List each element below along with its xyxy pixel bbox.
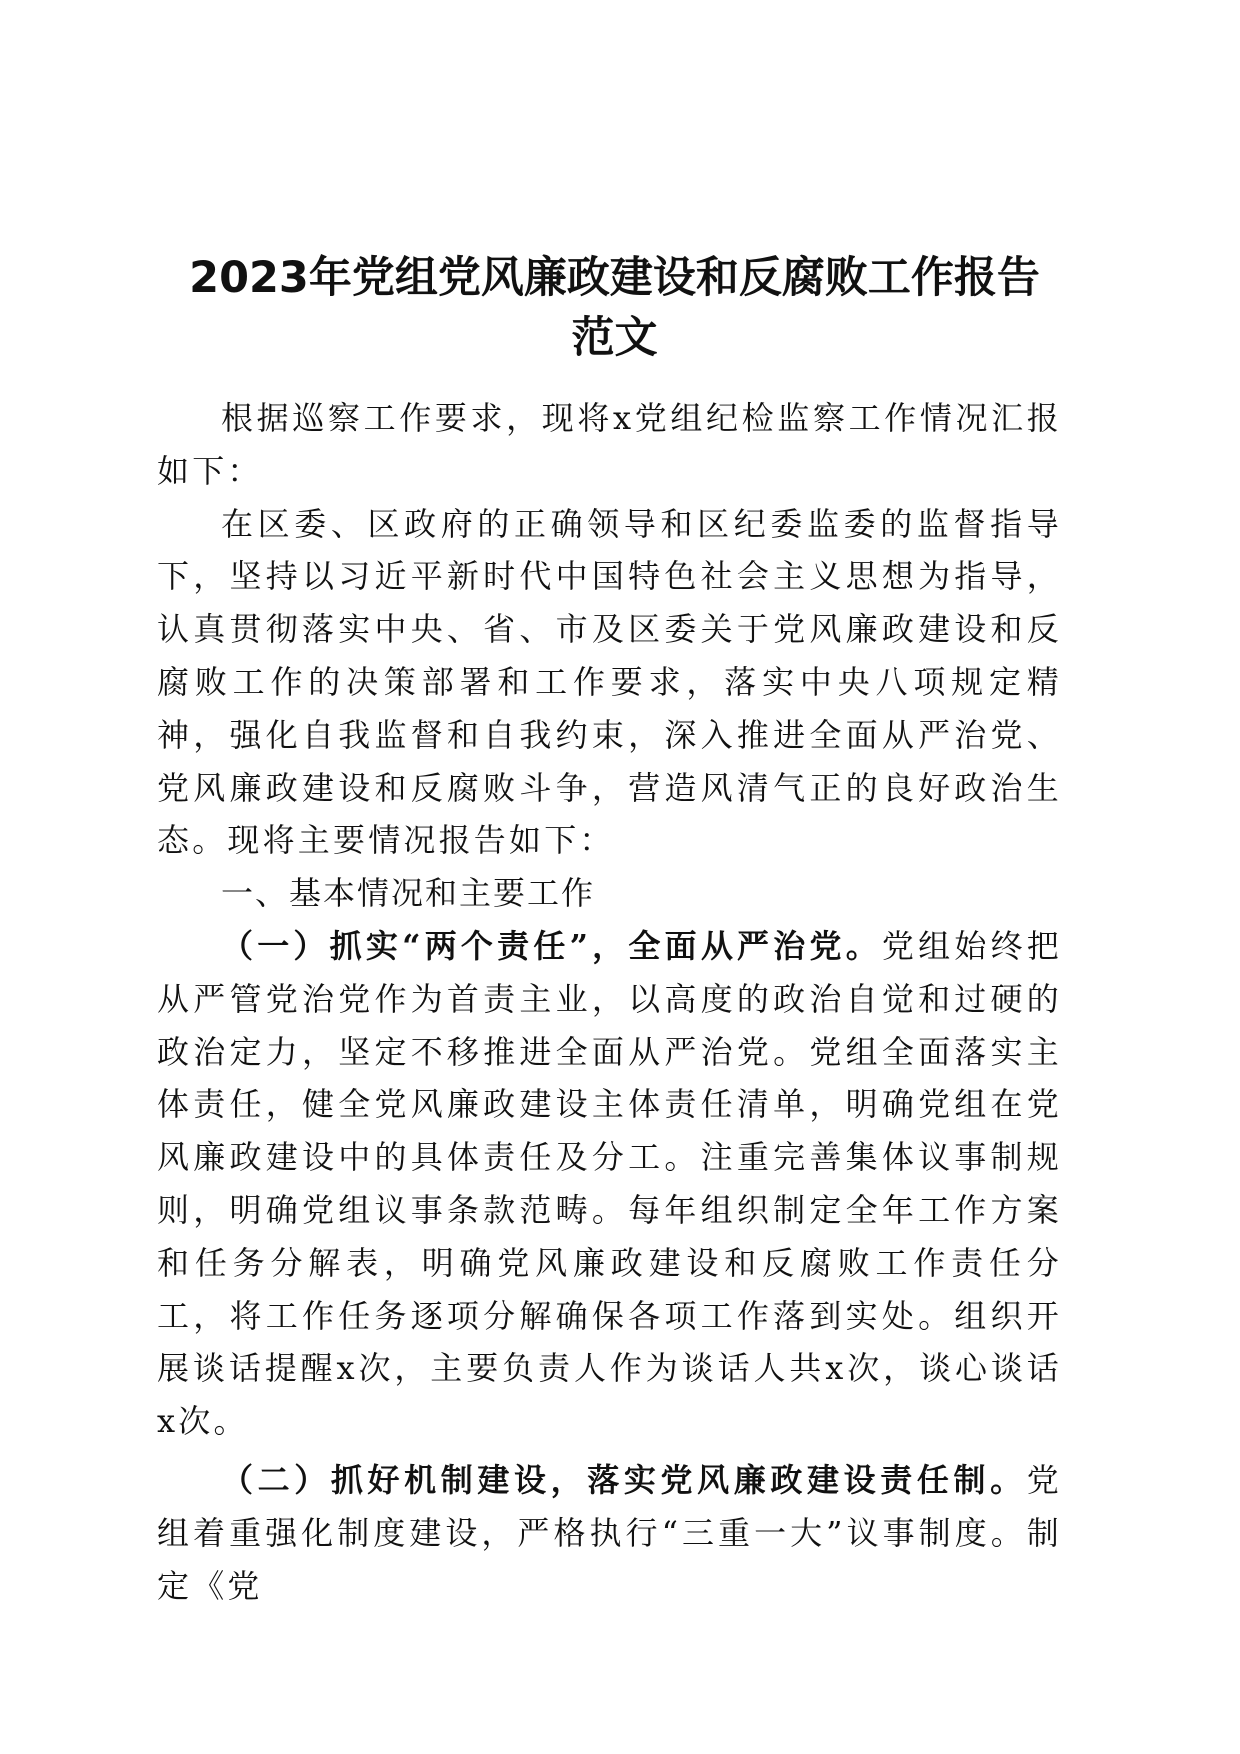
document-title [157,248,1062,368]
subsection-2-paragraph [157,1454,1062,1612]
section-heading-basic-situation: 一、基本情况和主要工作 [221,874,596,913]
subsection-1-paragraph [157,920,1062,1448]
subsection-1-lead: （一）抓实“两个责任”，全面从严治党。 [221,926,882,965]
subsection-1-body: 党组始终把从严管党治党作为首责主业，以高度的政治自觉和过硬的政治定力，坚定不移推进全面从严治党。党组全面落实主体责任，健全党风廉政建设主体责任清单，明确党组在党风廉政建设中的具体责任及分工。注重完善集体议事制规则，明确党组议事条款范畴。每年组织制定全年工作方案和任务分解表，明确党风廉政建设和反腐败工作责任分工，将工作任务逐项分解确保各项工作落到实处。组织开展谈话提醒x次，主要负责人作为谈话人共x次，谈心谈话x次。 [157,926,1062,1441]
title-line-2: 范文 [571,313,658,363]
overview-paragraph: 在区委、区政府的正确领导和区纪委监委的监督指导下，坚持以习近平新时代中国特色社会主义思想为指导，认真贯彻落实中央、省、市及区委关于党风廉政建设和反腐败工作的决策部署和工作要求，落实中央八项规定精神，强化自我监督和自我约束，深入推进全面从严治党、党风廉政建设和反腐败斗争，营造风清气正的良好政治生态。现将主要情况报告如下： [157,504,1062,860]
intro-paragraph: 根据巡察工作要求，现将x党组纪检监察工作情况汇报如下： [157,399,1062,490]
subsection-2-lead: （二）抓好机制建设，落实党风廉政建设责任制。 [221,1460,1027,1499]
subsection-2-body: 党组着重强化制度建设，严格执行“三重一大”议事制度。制定《党 [157,1460,1062,1605]
title-line-1: 2023年党组党风廉政建设和反腐败工作报告 [189,253,1040,303]
